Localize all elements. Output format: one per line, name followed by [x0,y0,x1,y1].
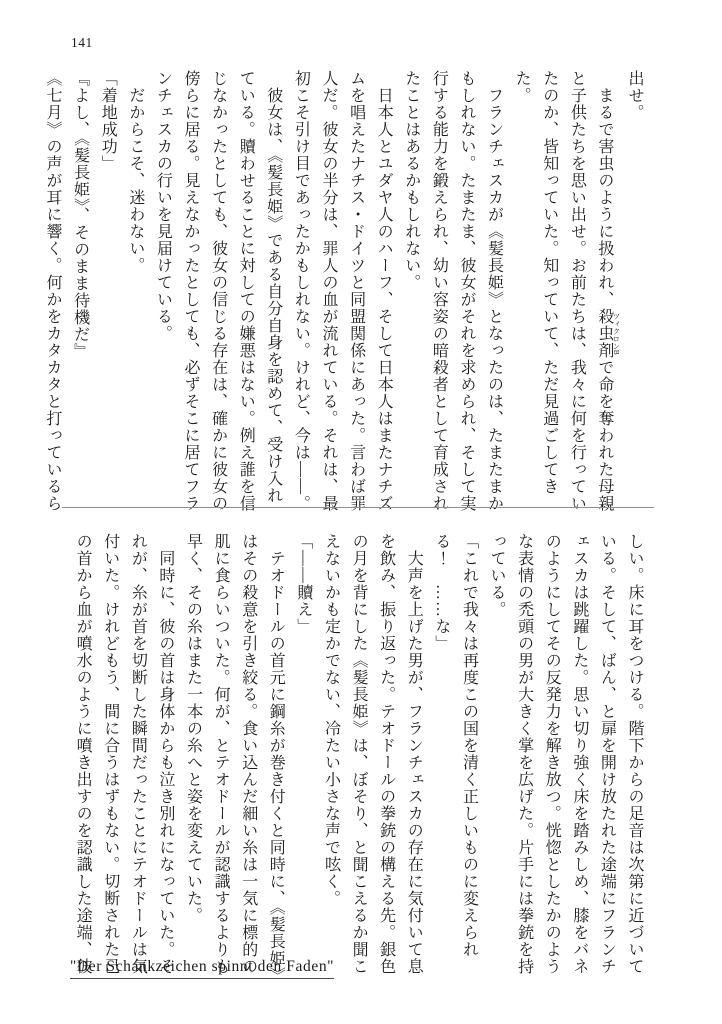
paragraph: 「これで我々は再度この国を清く正しいものに変えられる！ ……な」 [432,533,478,958]
paragraph: 大声を上げた男が、フランチェスカの存在に気付いて息を飲み、振り返った。テオドールの拳銃の構える先。銀色の月を背にした《髪長姫》は、ぼそり、と聞こえるか聞こえないかも定かでない、冷たい小さな声で呟く。 [322,533,423,975]
paragraph: 彼女は、《髪長姫》である自分自身を認めて、受け入れている。贖わせることに対しての嫌悪はない。例え誰を信じなかったとしても、彼女の信じる存在は、確かに彼女の傍らに居る。見えなかったとしても、必ずそこに居てフランチェスカの行いを見届けている。 [154,70,282,512]
paragraph: 『よし、《髪長姫》、そのまま待機だ』 [71,70,89,360]
paragraph: フランチェスカが《髪長姫》となったのは、たまたまかもしれない。たまたま、彼女がそれを求められ、そして実行する能力を鍛えられ、幼い容姿の暗殺者として育成されたことはあるかもしれない。 [402,70,503,512]
paragraph: 「——贖え」 [294,533,312,635]
paragraph: 日本人とユダヤ人のハーフ、そして日本人はまたナチズムを唱えたナチス・ドイツと同盟関係にあった。言わば罪人だ。彼女の半分は、罪人の血が流れている。それは、最初こそ引け目であったかもしれない。けれど、今は——。 [292,70,393,512]
footer-chapter-title: "Der Schankzeichen spinnt den Faden" [70,958,334,979]
paragraph: 《七月》の声が耳に響く。何かをカタカタと打っているら [44,70,62,512]
text-block-top [38,70,648,517]
page-number: 141 [71,35,93,50]
paragraph: テオドールの首元に鋼糸が巻き付くと同時に、《髪長姫》はその殺意を引き絞る。食い込んだ細い糸は一気に標的の肌に食らいついた。何が、とテオドールが認識するよりも早く、その糸はまた一本の糸へと姿を変えていた。 [184,533,285,984]
paragraph: 「着地成功」 [99,70,117,172]
paragraph: 同時に、彼の首は身体からも泣き別れになっていた。それが、糸が首を切断した瞬間だったことにテオドールは気付いた。けれどもう、間に合うはずもない。切断された己の首から血が噴水のように噴き出すのを認識した途端、彼 [74,533,174,975]
section-divider-rule [62,507,654,508]
paragraph: 出せ。 [626,70,643,121]
paragraph: しい。床に耳をつける。階下からの足音は次第に近づいている。そして、ばん、と扉を開け放たれた途端にフランチェスカは跳躍した。思い切り強く床を踏みしめ、膝をバネのようにしてその反発力を解き放つ。恍惚としたかのような表情の禿頭の男が大きく掌を広げた。片手には拳銃を持っている。 [488,533,643,975]
paragraph: だからこそ、迷わない。 [126,87,144,274]
ruby-annotated-word: 殺虫剤 ツィクロンB [595,308,621,359]
paragraph: まるで害虫のように扱われ、殺虫剤 ツィクロンBで命を奪われた母親と子供たちを思い出せ。お前たちは、我々に何を行っていたのか、皆知っていた。知っていて、ただ見過ごしてきた。 [513,70,621,512]
text-block-bottom [69,533,648,985]
